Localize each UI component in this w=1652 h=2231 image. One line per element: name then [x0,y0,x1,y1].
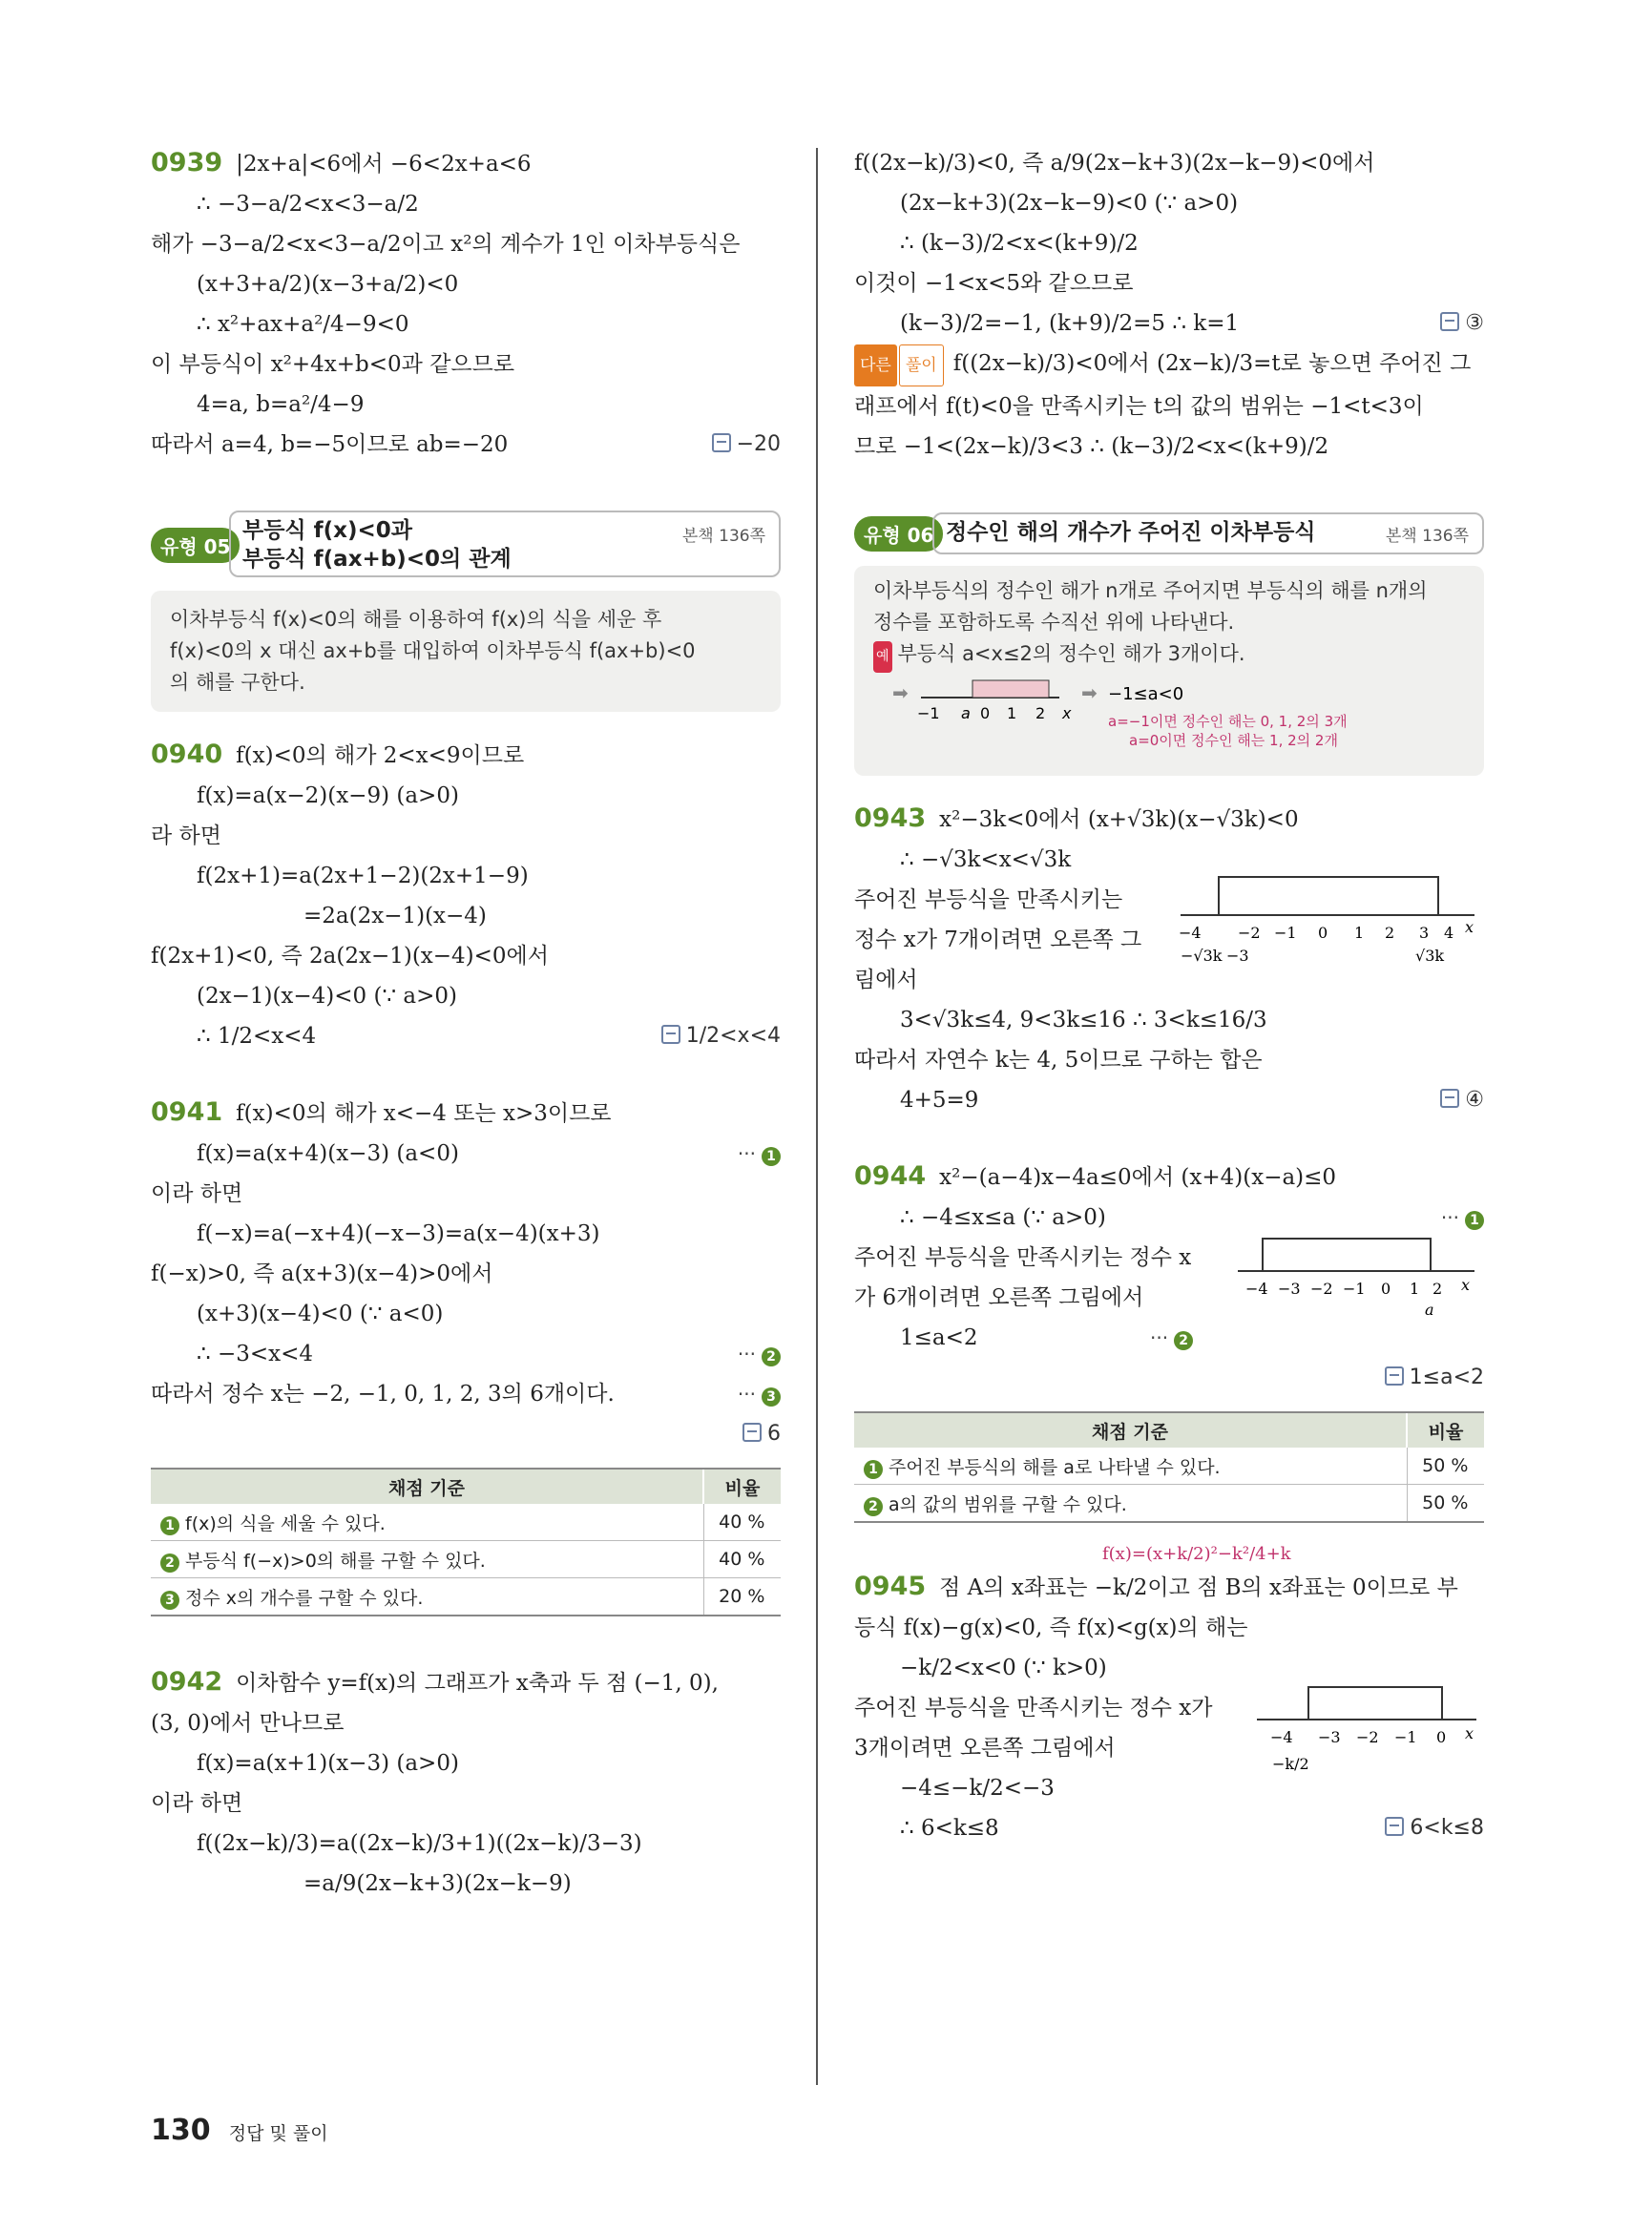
answer [712,425,781,465]
answer-icon [712,433,731,452]
step-marker: ··· 2 [738,1334,781,1374]
tick-label: 2 [1385,924,1395,942]
tick-label: 0 [1381,1280,1391,1298]
graph-note: f(x)=(x+k/2)²−k²/4+k [1102,1544,1291,1564]
column-divider [816,148,818,2085]
line: 이라 하면 [151,1181,243,1206]
step-number: 2 [1174,1331,1193,1350]
problem-0939 [151,143,781,465]
type-title: 부등식 f(ax+b)<0의 관계 [242,547,512,572]
type-title: 부등식 f(x)<0과 [242,518,413,543]
criterion-text: f(x)의 식을 세울 수 있다. [185,1512,386,1534]
figure-note: a=0이면 정수인 해는 1, 2의 2개 [1129,732,1338,749]
line: (3, 0)에서 만나므로 [151,1711,345,1736]
answer [1385,1808,1484,1848]
answer [742,1414,781,1454]
number-line-0944 [1236,1237,1484,1323]
criterion-ratio: 50 % [1407,1485,1484,1523]
problem-0941 [151,1093,781,1454]
tick-label: −3 [1318,1728,1341,1746]
line: (2x−k+3)(2x−k−9)<0 (∵ a>0) [900,191,1239,216]
answer-value: ④ [1465,1088,1484,1112]
line: f((2x−k)/3)=a((2x−k)/3+1)((2x−k)/3−3) [197,1831,642,1856]
line: f((2x−k)/3)<0, 즉 a/9(2x−k+3)(2x−k−9)<0에서 [854,151,1375,176]
line: 가 6개이려면 오른쪽 그림에서 [854,1285,1144,1310]
answer-value: 1≤a<2 [1409,1366,1484,1389]
problem-number: 0944 [854,1161,927,1191]
other-solution-badge: 다른 [854,344,897,386]
line: 라 하면 [151,824,221,848]
tick-label: 2 [1432,1280,1443,1298]
answer-value: 6 [767,1422,781,1446]
number-line-0943 [1179,875,1484,970]
answer-value: 1/2<x<4 [685,1024,781,1048]
figure-note: a=−1이면 정수인 해는 0, 1, 2의 3개 [1108,713,1348,730]
criterion-text: 부등식 f(−x)>0의 해를 구할 수 있다. [185,1550,486,1572]
type-title-box [229,511,781,577]
line: f(2x+1)<0, 즉 2a(2x−1)(x−4)<0에서 [151,944,549,969]
type-05-header [151,511,781,585]
line: =a/9(2x−k+3)(2x−k−9) [303,1871,572,1896]
line: 따라서 a=4, b=−5이므로 ab=−20 [151,432,509,457]
answer-icon [742,1423,762,1442]
criterion-number: 3 [160,1591,179,1610]
criterion-text: a의 값의 범위를 구할 수 있다. [889,1493,1127,1515]
line: 4=a, b=a²/4−9 [197,392,365,417]
tick-label: −4 [1179,924,1202,942]
step-number: 3 [762,1387,781,1407]
line: −k/2<x<0 (∵ k>0) [900,1656,1107,1680]
table-header: 비율 [703,1469,781,1504]
tick-label: x [1062,704,1072,722]
tick-label: x [1465,1724,1474,1742]
type-06-tip [854,566,1484,776]
tick-label: x [1461,1276,1471,1294]
answer-icon [1385,1817,1404,1836]
other-solution-badge: 풀이 [899,344,944,386]
line: 주어진 부등식을 만족시키는 [854,887,1123,912]
step-number: 2 [762,1347,781,1366]
tip-line: f(x)<0의 x 대신 ax+b를 대입하여 이차부등식 f(ax+b)<0 [170,639,696,662]
table-header: 채점 기준 [151,1469,703,1504]
line: f(−x)>0, 즉 a(x+3)(x−4)>0에서 [151,1261,493,1286]
line: =2a(2x−1)(x−4) [303,904,487,928]
tick-label: 0 [1436,1728,1447,1746]
answer [1440,1080,1484,1120]
tip-line: 이차부등식 f(x)<0의 해를 이용하여 f(x)의 식을 세운 후 [170,608,662,631]
line: 3개이려면 오른쪽 그림에서 [854,1736,1116,1761]
tick-label: −4 [1270,1728,1293,1746]
line: ∴ 6<k≤8 [900,1816,999,1841]
line: 이라 하면 [151,1791,243,1816]
marker-label: a [1425,1301,1434,1319]
marker-label: −k/2 [1272,1755,1309,1773]
line: f(x)=a(x−2)(x−9) (a>0) [197,783,459,808]
line: 해가 −3−a/2<x<3−a/2이고 x²의 계수가 1인 이차부등식은 [151,232,741,257]
line: 림에서 [854,968,918,992]
line: f((2x−k)/3)<0에서 (2x−k)/3=t로 놓으면 주어진 그 [952,351,1472,376]
criterion-text: 주어진 부등식의 해를 a로 나타낼 수 있다. [889,1456,1221,1478]
line: ∴ (k−3)/2<x<(k+9)/2 [900,231,1139,256]
example-badge: 예 [873,641,892,673]
type-title-box [932,512,1484,554]
line: 따라서 자연수 k는 4, 5이므로 구하는 합은 [854,1048,1263,1073]
problem-0942-continued [854,143,1484,467]
line: ∴ −3−a/2<x<3−a/2 [197,192,419,217]
tick-label: x [1465,918,1474,936]
step-marker: ··· 1 [1441,1198,1484,1238]
line: f(x)=a(x+4)(x−3) (a<0) [197,1141,459,1166]
line: f(−x)=a(−x+4)(−x−3)=a(x−4)(x+3) [197,1221,600,1246]
tick-label: 1 [1007,704,1017,722]
tick-label: 2 [1035,704,1046,722]
line: f(x)=a(x+1)(x−3) (a>0) [197,1751,459,1776]
type-05-tip [151,591,781,712]
line: 래프에서 f(t)<0을 만족시키는 t의 값의 범위는 −1<t<3이 [854,394,1424,419]
marker-label: −3 [1226,947,1249,965]
tick-label: a [961,704,971,722]
book-reference: 본책 136쪽 [1385,527,1469,546]
tick-label: 4 [1444,924,1454,942]
problem-0940 [151,735,781,1056]
answer [1385,1358,1484,1398]
number-line-figure [892,678,1484,764]
tick-label: −2 [1238,924,1261,942]
tip-line: 부등식 a<x≤2의 정수인 해가 3개이다. [897,642,1245,665]
figure-result: −1≤a<0 [1108,684,1184,704]
problem-number: 0940 [151,740,223,769]
step-marker: ··· 1 [738,1134,781,1174]
criterion-number: 1 [864,1460,883,1479]
table-header: 채점 기준 [854,1412,1407,1448]
line: ∴ −√3k<x<√3k [900,847,1072,872]
line: 이 부등식이 x²+4x+b<0과 같으므로 [151,352,515,377]
line: 주어진 부등식을 만족시키는 정수 x가 [854,1696,1213,1720]
problem-number: 0939 [151,148,223,177]
tip-line: 이차부등식의 정수인 해가 n개로 주어지면 부등식의 해를 n개의 [873,579,1428,602]
line: x²−(a−4)x−4a≤0에서 (x+4)(x−a)≤0 [939,1165,1337,1190]
tick-label: 0 [980,704,991,722]
line: f(x)<0의 해가 x<−4 또는 x>3이므로 [236,1101,612,1126]
page-footer [151,2114,328,2147]
table-header: 비율 [1407,1412,1484,1448]
problem-0942 [151,1662,781,1904]
line: x²−3k<0에서 (x+√3k)(x−√3k)<0 [939,807,1299,832]
table-row [854,1448,1484,1485]
problem-0943 [854,799,1484,1120]
type-badge: 유형 06 [854,516,943,552]
marker-label: √3k [1415,947,1445,965]
line: f(2x+1)=a(2x+1−2)(2x+1−9) [197,864,529,888]
step-number: 1 [762,1147,781,1166]
type-title: 정수인 해의 개수가 주어진 이차부등식 [946,520,1316,545]
tick-label: −2 [1310,1280,1333,1298]
line: ∴ 1/2<x<4 [197,1024,317,1049]
left-column [151,143,781,1904]
svg-text:➡: ➡ [1081,681,1098,704]
line: ∴ −4≤x≤a (∵ a>0) [900,1205,1106,1230]
step-marker: ··· 2 [1150,1318,1193,1358]
line: ∴ −3<x<4 [197,1342,313,1366]
tip-line: 의 해를 구한다. [170,671,305,694]
line: 따라서 정수 x는 −2, −1, 0, 1, 2, 3의 6개이다. [151,1382,615,1407]
tick-label: −3 [1278,1280,1301,1298]
answer-icon [1440,312,1459,331]
svg-text:➡: ➡ [892,681,909,704]
tick-label: −1 [917,704,940,722]
line: |2x+a|<6에서 −6<2x+a<6 [236,152,532,177]
answer [661,1016,781,1056]
type-06-header [854,512,1484,560]
scoring-table-1 [151,1468,781,1616]
line: (x+3+a/2)(x−3+a/2)<0 [197,272,459,297]
criterion-ratio: 40 % [703,1504,781,1541]
problem-0945 [854,1542,1484,1848]
line: 정수 x가 7개이려면 오른쪽 그 [854,928,1142,952]
answer [1440,303,1484,344]
line: f(x)<0의 해가 2<x<9이므로 [236,743,525,768]
tick-label: −2 [1356,1728,1379,1746]
answer-icon [661,1025,680,1044]
problem-number: 0943 [854,803,927,833]
problem-number: 0941 [151,1097,223,1127]
page-number: 130 [151,2114,211,2147]
line: (2x−1)(x−4)<0 (∵ a>0) [197,984,458,1009]
answer-value: 6<k≤8 [1410,1816,1484,1840]
answer-value: −20 [736,432,781,456]
line: (k−3)/2=−1, (k+9)/2=5 ∴ k=1 [900,311,1240,336]
criterion-ratio: 20 % [703,1578,781,1616]
marker-label: −√3k [1181,947,1223,965]
problem-number: 0945 [854,1572,927,1601]
tick-label: 3 [1419,924,1430,942]
tick-label: −1 [1274,924,1297,942]
criterion-number: 2 [160,1553,179,1573]
problem-number: 0942 [151,1667,223,1697]
tick-label: 0 [1318,924,1328,942]
criterion-number: 2 [864,1497,883,1516]
footer-label: 정답 및 풀이 [228,2123,328,2144]
table-row [854,1485,1484,1523]
criterion-ratio: 40 % [703,1541,781,1578]
criterion-number: 1 [160,1516,179,1535]
table-row [151,1541,781,1578]
line: 1≤a<2 [900,1325,978,1350]
line: 4+5=9 [900,1088,979,1113]
table-row [151,1504,781,1541]
line: 므로 −1<(2x−k)/3<3 ∴ (k−3)/2<x<(k+9)/2 [854,434,1329,459]
table-row [151,1578,781,1616]
step-number: 1 [1465,1211,1484,1230]
criterion-ratio: 50 % [1407,1448,1484,1485]
right-column [854,143,1484,1848]
book-reference: 본책 136쪽 [681,527,765,546]
answer-value: ③ [1465,311,1484,335]
line: ∴ x²+ax+a²/4−9<0 [197,312,409,337]
answer-icon [1440,1089,1459,1108]
step-marker: ··· 3 [738,1374,781,1414]
criterion-text: 정수 x의 개수를 구할 수 있다. [185,1587,424,1609]
line: 등식 f(x)−g(x)<0, 즉 f(x)<g(x)의 해는 [854,1616,1248,1640]
type-badge: 유형 05 [151,528,240,563]
tick-label: 1 [1410,1280,1420,1298]
tick-label: −1 [1394,1728,1417,1746]
line: 이것이 −1<x<5와 같으므로 [854,271,1134,296]
line: 3<√3k≤4, 9<3k≤16 ∴ 3<k≤16/3 [900,1008,1267,1032]
line: 점 A의 x좌표는 −k/2이고 점 B의 x좌표는 0이므로 부 [939,1575,1458,1600]
tick-label: −1 [1343,1280,1366,1298]
scoring-table-2 [854,1411,1484,1523]
tick-label: 1 [1354,924,1365,942]
line: (x+3)(x−4)<0 (∵ a<0) [197,1302,444,1326]
line: −4≤−k/2<−3 [900,1776,1055,1801]
problem-0944 [854,1157,1484,1398]
tick-label: −4 [1245,1280,1268,1298]
answer-icon [1385,1366,1404,1386]
line: 주어진 부등식을 만족시키는 정수 x [854,1245,1192,1270]
tip-line: 정수를 포함하도록 수직선 위에 나타낸다. [873,611,1235,634]
line: 이차함수 y=f(x)의 그래프가 x축과 두 점 (−1, 0), [236,1671,719,1696]
